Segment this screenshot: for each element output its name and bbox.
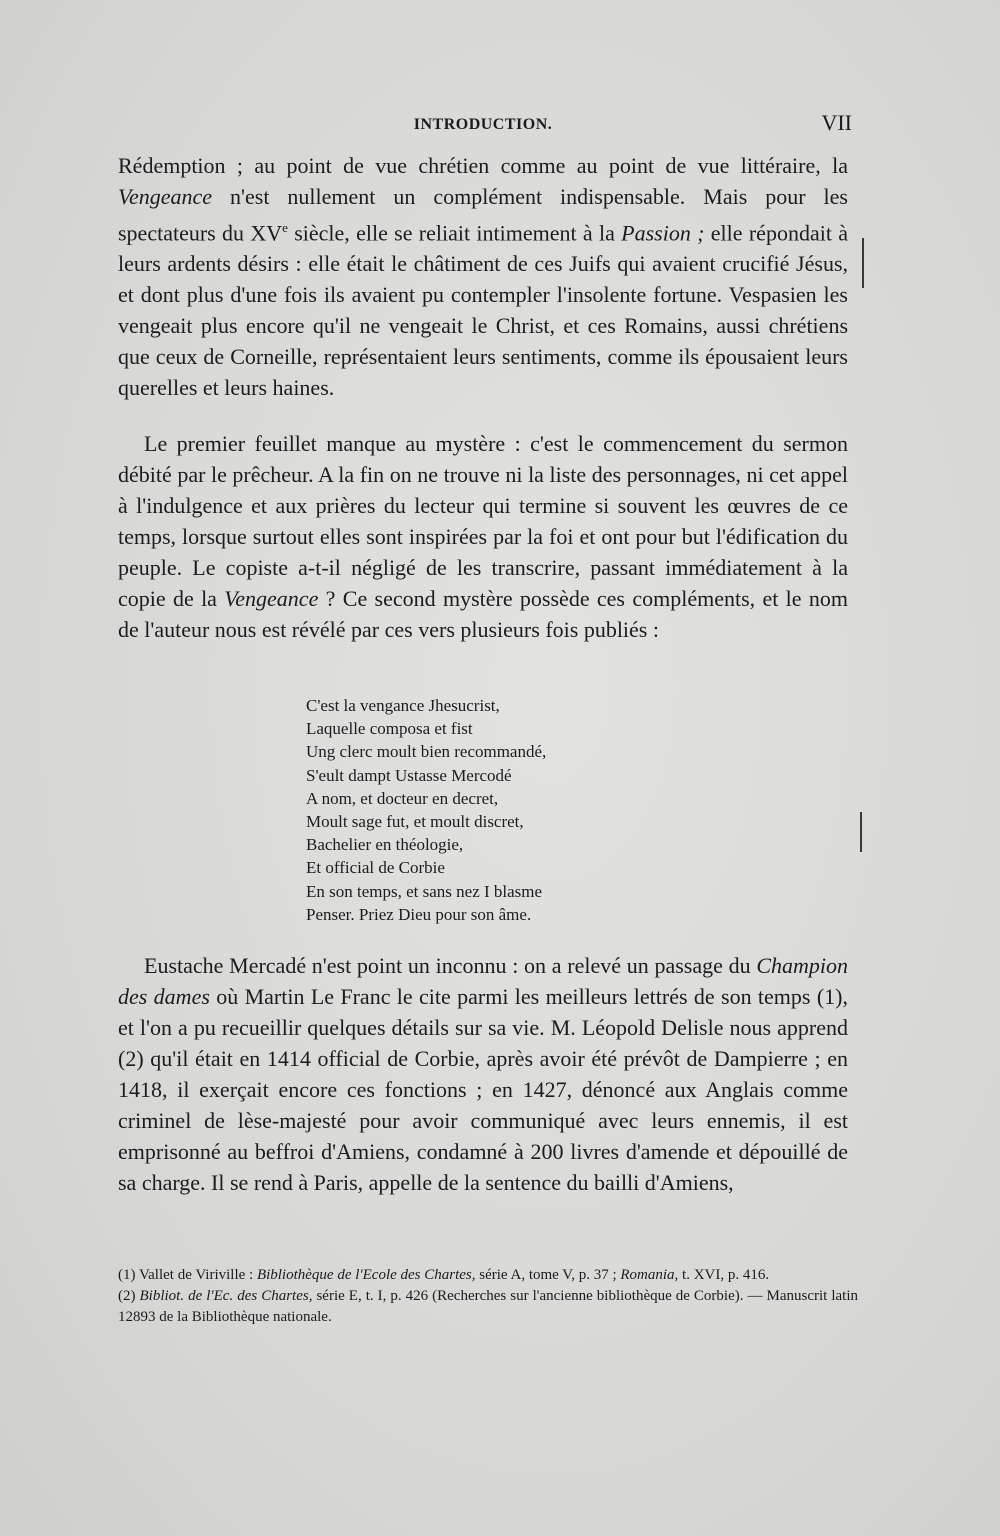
italic-title: Passion ;	[621, 220, 705, 246]
margin-mark	[860, 812, 862, 852]
footnote-italic: Bibliot. de l'Ec. des Chartes,	[139, 1288, 313, 1304]
footnote-text: série A, tome V, p. 37 ;	[475, 1267, 621, 1283]
margin-mark	[862, 238, 864, 288]
footnote-text: (1) Vallet de Viriville :	[118, 1267, 257, 1283]
footnote-1	[118, 1265, 858, 1286]
verse-line: Penser. Priez Dieu pour son âme.	[306, 904, 532, 924]
paragraph-text: Eustache Mercadé n'est point un inconnu : on a relevé un passage du	[144, 953, 757, 978]
paragraph-premier-feuillet	[118, 428, 848, 645]
italic-title: Vengeance	[224, 586, 319, 611]
running-header	[118, 110, 852, 142]
footnote-italic: Romania,	[620, 1267, 679, 1283]
paragraph-text: ? Ce second mystère possède ces compléments, et le nom de l'auteur nous est révélé par ces vers plusieurs fois publiés :	[118, 586, 848, 642]
footnote-2	[118, 1286, 858, 1328]
verse-line: C'est la vengance Jhesucrist,	[306, 696, 500, 715]
paragraph-eustache-mercade	[118, 950, 848, 1198]
verse-quotation	[306, 694, 726, 926]
footnotes	[118, 1265, 858, 1328]
italic-title: Vengeance	[118, 184, 213, 209]
verse-line: Bachelier en théologie,	[306, 835, 464, 855]
paragraph-text: Rédemption ; au point de vue chrétien comme au point de vue littéraire, la	[118, 153, 848, 178]
page-number: VII	[821, 110, 852, 135]
verse-line: En son temps, et sans nez I blasme	[306, 881, 543, 901]
verse-line: S'eult dampt Ustasse Mercodé	[306, 765, 512, 785]
verse-line: Laquelle composa et fist	[306, 719, 473, 739]
paragraph-text: elle répondait à leurs ardents désirs : elle était le châtiment de ces Juifs qui avaient crucifié Jésus, et dont plus d'une fois ils avaient pu contempler l'insolente fortune. Vespasien les vengeait plus encore qu'il ne vengeait le Christ, et ces Romains, aussi chrétiens que ceux de Corneille, représentaient leurs sentiments, comme ils épousaient leurs querelles et leurs haines.	[118, 220, 849, 401]
paragraph-text: n'est nullement un complément indispensable. Mais pour les spectateurs du XV	[118, 184, 848, 246]
paragraph-text: où Martin Le Franc le cite parmi les meilleurs lettrés de son temps (1), et l'on a pu recueillir quelques détails sur sa vie. M. Léopold Delisle nous apprend (2) qu'il était en 1414 official de Corbie, après avoir été prévôt de Dampierre ; en 1418, il exerçait encore ces fonctions ; en 1427, dénoncé aux Anglais comme criminel de lèse-majesté pour avoir communiqué avec leurs ennemis, il est emprisonné au beffroi d'Amiens, condamné à 200 livres d'amende et dépouillé de sa charge. Il se rend à Paris, appelle de la sentence du bailli d'Amiens,	[118, 984, 848, 1195]
italic-title: Champion des dames	[118, 953, 848, 1009]
footnote-text: (2)	[118, 1288, 140, 1304]
paragraph-text: siècle, elle se reliait intimement à la	[287, 220, 622, 246]
footnote-italic: Bibliothèque de l'Ecole des Chartes,	[256, 1267, 476, 1283]
running-title: INTRODUCTION.	[413, 116, 553, 133]
verse-line: Ung clerc moult bien recommandé,	[306, 742, 547, 762]
footnote-text: t. XVI, p. 416.	[678, 1267, 770, 1283]
verse-line: Et official de Corbie	[306, 858, 445, 878]
verse-line: A nom, et docteur en decret,	[306, 788, 499, 808]
superscript: e	[282, 220, 288, 235]
paragraph-text: Le premier feuillet manque au mystère : c'est le commencement du sermon débité par le prêcheur. A la fin on ne trouve ni la liste des personnages, ni cet appel à l'indulgence et aux prières du lecteur qui termine si souvent les œuvres de ce temps, lorsque surtout elles sont inspirées par la foi et ont pour but l'édification du peuple. Le copiste a-t-il négligé de les transcrire, passant immédiatement à la copie de la	[118, 431, 848, 611]
footnote-text: série E, t. I, p. 426 (Recherches sur l'ancienne bibliothèque de Corbie). — Manuscrit latin 12893 de la Bibliothèque nationale.	[118, 1288, 858, 1325]
verse-line: Moult sage fut, et moult discret,	[306, 812, 524, 832]
paragraph-redemption	[118, 150, 848, 403]
